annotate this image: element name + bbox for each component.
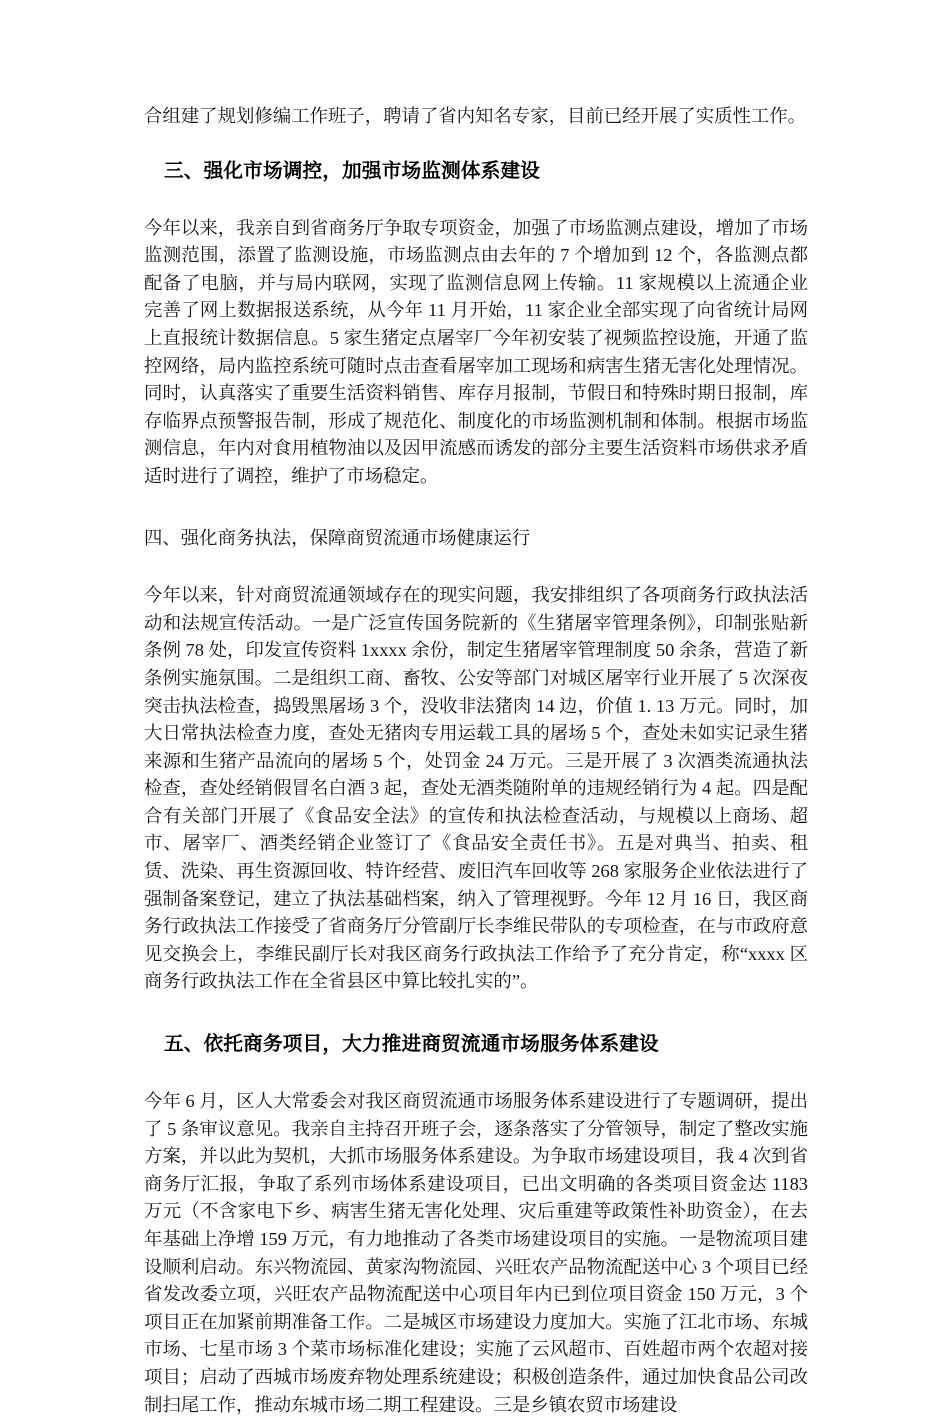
spacer-before-heading-five [144,996,808,1030]
section-heading-five: 五、依托商务项目，大力推进商贸流通市场服务体系建设 [164,1033,659,1056]
spacer-after-heading-three [144,185,808,215]
section-five-paragraph: 今年 6 月，区人大常委会对我区商贸流通市场服务体系建设进行了专题调研，提出了 5 条审议意见。我亲自主持召开班子会，逐条落实了分管领导，制定了整改实施方案，并以此为契机，大抓市场服务体系建设。为争取市场建设项目，我 4 次到省商务厅汇报，争取了系列市场体系建设项目，已出文明确的各类项目资金达 1183 万元（不含家电下乡、病害生猪无害化处理、灾后重建等政策性补助资金），在去年基础上净增 159 万元，有力地推动了各类市场建设项目的实施。一是物流项目建设顺利启动。东兴物流园、黄家沟物流园、兴旺农产品物流配送中心 3 个项目已经省发改委立项，兴旺农产品物流配送中心项目年内已到位项目资金 150 万元，3 个项目正在加紧前期准备工作。二是城区市场建设力度加大。实施了江北市场、东城市场、七星市场 3 个菜市场标准化建设；实施了云风超市、百姓超市两个农超对接项目；启动了西城市场废弃物处理系统建设；积极创造条件，通过加快食品公司改制扫尾工作，推动东城市场二期工程建设。三是乡镇农贸市场建设 [144,1091,808,1415]
section-heading-four: 四、强化商务执法，保障商贸流通市场健康运行 [144,527,531,548]
document-text-column [144,103,808,1419]
spacer-after-heading-five [144,1058,808,1088]
spacer-before-heading-three [144,131,808,157]
section-three-paragraph: 今年以来，我亲自到省商务厅争取专项资金，加强了市场监测点建设，增加了市场监测范围，添置了监测设施，市场监测点由去年的 7 个增加到 12 个，各监测点都配备了电脑，并与局内联网，实现了监测信息网上传输。11 家规模以上流通企业完善了网上数据报送系统，从今年 11 月开始，11 家企业全部实现了向省统计局网上直报统计数据信息。5 家生猪定点屠宰厂今年初安装了视频监控设施，开通了监控网络，局内监控系统可随时点击查看屠宰加工现场和病害生猪无害化处理情况。同时，认真落实了重要生活资料销售、库存月报制，节假日和特殊时期日报制，库存临界点预警报告制，形成了规范化、制度化的市场监测机制和体制。根据市场监测信息，年内对食用植物油以及因甲流感而诱发的部分主要生活资料市场供求矛盾适时进行了调控，维护了市场稳定。 [144,217,808,486]
continued-paragraph: 合组建了规划修编工作班子，聘请了省内知名专家，目前已经开展了实质性工作。 [144,106,807,126]
section-heading-three: 三、强化市场调控，加强市场监测体系建设 [164,159,541,182]
spacer-after-heading-four [144,552,808,582]
section-four-paragraph: 今年以来，针对商贸流通领域存在的现实问题，我安排组织了各项商务行政执法活动和法规宣传活动。一是广泛宣传国务院新的《生猪屠宰管理条例》，印制张贴新条例 78 处，印发宣传资料 1xxxx 余份，制定生猪屠宰管理制度 50 余条，营造了新条例实施氛围。二是组织工商、畜牧、公安等部门对城区屠宰行业开展了 5 次深夜突击执法检查，捣毁黑屠场 3 个，没收非法猪肉 14 边，价值 1. 13 万元。同时，加大日常执法检查力度，查处无猪肉专用运载工具的屠场 5 个，查处未如实记录生猪来源和生猪产品流向的屠场 5 个，处罚金 24 万元。三是开展了 3 次酒类流通执法检查，查处经销假冒名白酒 3 起，查处无酒类随附单的违规经销行为 4 起。四是配合有关部门开展了《食品安全法》的宣传和执法检查活动，与规模以上商场、超市、屠宰厂、酒类经销企业签订了《食品安全责任书》。五是对典当、拍卖、租赁、洗染、再生资源回收、特许经营、废旧汽车回收等 268 家服务企业依法进行了强制备案登记，建立了执法基础档案，纳入了管理视野。今年 12 月 16 日，我区商务行政执法工作接受了省商务厅分管副厅长李维民带队的专项检查，在与市政府意见交换会上，李维民副厅长对我区商务行政执法工作给予了充分肯定，称“xxxx 区商务行政执法工作在全省县区中算比较扎实的”。 [144,585,808,992]
spacer-before-heading-four [144,491,808,525]
